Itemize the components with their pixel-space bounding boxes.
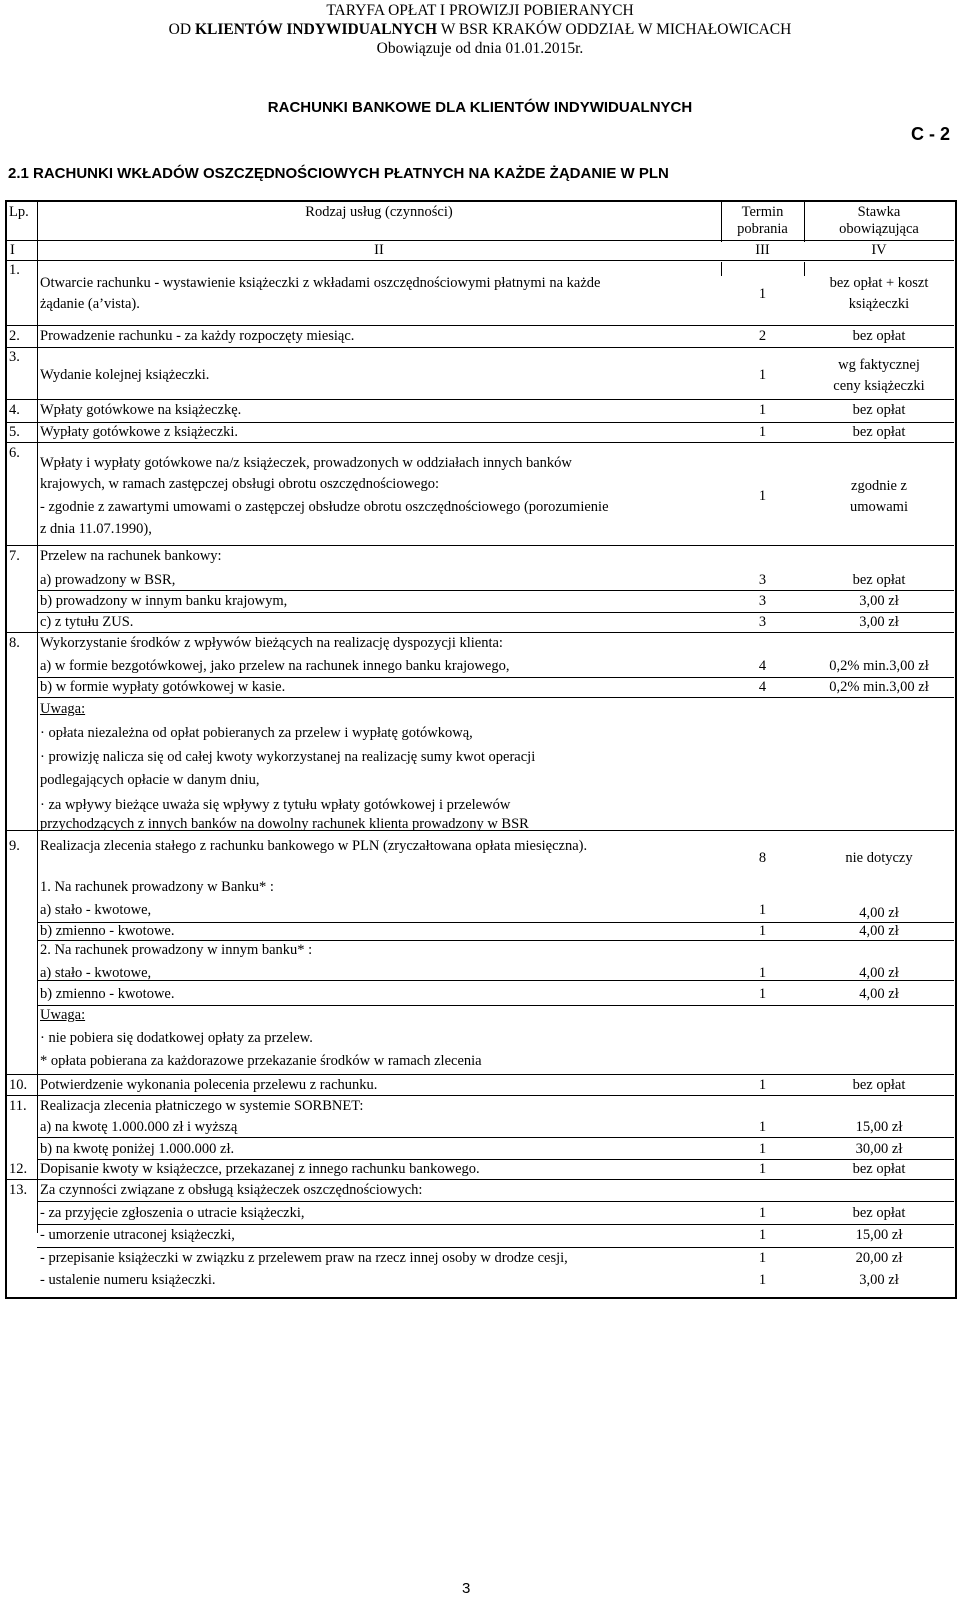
row-lp: 11. (9, 1098, 27, 1114)
row-service: a) na kwotę 1.000.000 zł i wyższą (40, 1119, 238, 1135)
row-term: 3 (758, 614, 767, 630)
row-service: Realizacja zlecenia stałego z rachunku bankowego w PLN (zryczałtowana opłata miesięczna). (40, 838, 588, 854)
row-rate: bez opłat (852, 1077, 906, 1093)
row-term: 3 (758, 572, 767, 588)
fee-table (5, 200, 957, 1299)
row-rate: 3,00 zł (859, 614, 899, 630)
row-service: Otwarcie rachunku - wystawienie książeczki z wkładami oszczędnościowymi płatnymi na każde (40, 275, 601, 291)
row-rate: bez opłat (852, 402, 906, 418)
row-service: - zgodnie z zawartymi umowami o zastępczej obsłudze obrotu oszczędnościowego (porozumienie (40, 499, 609, 515)
col-number: I (10, 242, 15, 258)
row-service: Przelew na rachunek bankowy: (40, 548, 222, 564)
row-rate: 30,00 zł (855, 1141, 903, 1157)
row-service: z dnia 11.07.1990), (40, 521, 152, 537)
row-service: b) zmienno - kwotowe. (40, 923, 175, 939)
row-service: a) stało - kwotowe, (40, 902, 152, 918)
row-rate: bez opłat (852, 424, 906, 440)
row-term: 1 (758, 1077, 767, 1093)
row-rate: 15,00 zł (855, 1119, 903, 1135)
row-rate: 15,00 zł (855, 1227, 903, 1243)
row-rate: 20,00 zł (855, 1250, 903, 1266)
row-term: 1 (758, 1227, 767, 1243)
row-service: Wypłaty gotówkowe z książeczki. (40, 424, 239, 440)
row-term: 1 (758, 286, 767, 302)
col-header-rate-2: obowiązująca (839, 221, 919, 237)
row-rate: bez opłat (852, 1161, 906, 1177)
note-item: podlegających opłacie w danym dniu, (40, 772, 260, 788)
row-lp: 10. (9, 1077, 28, 1093)
row-rate: książeczki (848, 296, 910, 312)
row-service: Wydanie kolejnej książeczki. (40, 367, 210, 383)
row-service: - za przyjęcie zgłoszenia o utracie książeczki, (40, 1205, 305, 1221)
row-service: Wpłaty gotówkowe na książeczkę. (40, 402, 242, 418)
row-service: a) prowadzony w BSR, (40, 572, 176, 588)
row-rate: bez opłat (852, 328, 906, 344)
note-item: · opłata niezależna od opłat pobieranych za przelew i wypłatę gotówkową, (40, 725, 473, 741)
note-item: · prowizję nalicza się od całej kwoty wykorzystanej na realizację sumy kwot operacji (40, 749, 536, 765)
row-service: Dopisanie kwoty w książeczce, przekazanej z innego rachunku bankowego. (40, 1161, 480, 1177)
row-term: 2 (758, 328, 767, 344)
row-service: - ustalenie numeru książeczki. (40, 1272, 216, 1288)
col-number: II (374, 242, 384, 258)
col-header-term: Termin (741, 204, 784, 220)
row-term: 1 (758, 965, 767, 981)
row-service: b) zmienno - kwotowe. (40, 986, 175, 1002)
row-rate: umowami (850, 499, 908, 515)
note-item: * opłata pobierana za każdorazowe przekazanie środków w ramach zlecenia (40, 1053, 482, 1069)
row-service: b) prowadzony w innym banku krajowym, (40, 593, 288, 609)
row-rate: 4,00 zł (859, 905, 899, 921)
row-service: Wpłaty i wypłaty gotówkowe na/z książeczek, prowadzonych w oddziałach innych banków (40, 455, 572, 471)
row-rate: bez opłat (852, 572, 906, 588)
row-rate: ceny książeczki (833, 378, 925, 394)
row-term: 1 (758, 1119, 767, 1135)
row-service: - przepisanie książeczki w związku z przelewem praw na rzecz innej osoby w drodze cesji, (40, 1250, 568, 1266)
row-rate: bez opłat + koszt (829, 275, 929, 291)
row-term: 8 (758, 850, 767, 866)
row-lp: 8. (9, 635, 20, 651)
row-service: Wykorzystanie środków z wpływów bieżących na realizację dyspozycji klienta: (40, 635, 503, 651)
row-service: żądanie (a’vista). (40, 296, 140, 312)
row-lp: 9. (9, 838, 20, 854)
row-service: b) w formie wypłaty gotówkowej w kasie. (40, 679, 286, 695)
row-service: 2. Na rachunek prowadzony w innym banku* : (40, 942, 313, 958)
col-header-lp: Lp. (9, 204, 29, 220)
row-rate: nie dotyczy (845, 850, 913, 866)
row-lp: 13. (9, 1182, 28, 1198)
note-item: przychodzących z innych banków na dowolny rachunek klienta prowadzony w BSR (40, 816, 529, 832)
row-term: 1 (758, 424, 767, 440)
row-service: a) w formie bezgotówkowej, jako przelew na rachunek innego banku krajowego, (40, 658, 510, 674)
row-rate: zgodnie z (851, 478, 907, 494)
row-service: Za czynności związane z obsługą książeczek oszczędnościowych: (40, 1182, 423, 1198)
row-term: 3 (758, 593, 767, 609)
row-lp: 12. (9, 1161, 28, 1177)
row-term: 1 (758, 1250, 767, 1266)
row-term: 1 (758, 902, 767, 918)
row-service: - umorzenie utraconej książeczki, (40, 1227, 235, 1243)
row-term: 1 (758, 488, 767, 504)
col-number: III (755, 242, 770, 258)
row-service: krajowych, w ramach zastępczej obsługi obrotu oszczędnościowego: (40, 476, 440, 492)
page-number: 3 (462, 1580, 471, 1597)
col-number: IV (871, 242, 887, 258)
row-service: c) z tytułu ZUS. (40, 614, 134, 630)
row-rate: 4,00 zł (859, 965, 899, 981)
note-label: Uwaga: (40, 1007, 86, 1023)
row-lp: 6. (9, 445, 20, 461)
note-label: Uwaga: (40, 701, 86, 717)
subsection-title: 2.1 RACHUNKI WKŁADÓW OSZCZĘDNOŚCIOWYCH PŁATNYCH NA KAŻDE ŻĄDANIE W PLN (8, 165, 669, 182)
row-rate: 0,2% min.3,00 zł (829, 679, 929, 695)
row-lp: 4. (9, 402, 20, 418)
row-rate: 3,00 zł (859, 593, 899, 609)
effective-date: Obowiązuje od dnia 01.01.2015r. (376, 40, 584, 57)
row-term: 1 (758, 923, 767, 939)
row-lp: 5. (9, 424, 20, 440)
row-rate: 0,2% min.3,00 zł (829, 658, 929, 674)
row-term: 1 (758, 367, 767, 383)
row-rate: 3,00 zł (859, 1272, 899, 1288)
document-title: TARYFA OPŁAT I PROWIZJI POBIERANYCH (326, 2, 634, 19)
col-header-service: Rodzaj usług (czynności) (305, 204, 453, 220)
row-rate: 4,00 zł (859, 923, 899, 939)
row-term: 1 (758, 402, 767, 418)
row-term: 1 (758, 1161, 767, 1177)
note-item: · za wpływy bieżące uważa się wpływy z tytułu wpłaty gotówkowej i przelewów (40, 797, 511, 813)
col-header-rate: Stawka (857, 204, 901, 220)
row-rate: bez opłat (852, 1205, 906, 1221)
row-service: Prowadzenie rachunku - za każdy rozpoczęty miesiąc. (40, 328, 355, 344)
row-service: 1. Na rachunek prowadzony w Banku* : (40, 879, 274, 895)
row-term: 1 (758, 1272, 767, 1288)
row-service: Realizacja zlecenia płatniczego w systemie SORBNET: (40, 1098, 364, 1114)
row-term: 1 (758, 986, 767, 1002)
row-lp: 2. (9, 328, 20, 344)
row-service: Potwierdzenie wykonania polecenia przelewu z rachunku. (40, 1077, 378, 1093)
row-service: a) stało - kwotowe, (40, 965, 152, 981)
section-heading: RACHUNKI BANKOWE DLA KLIENTÓW INDYWIDUALNYCH (267, 99, 693, 116)
row-rate: 4,00 zł (859, 986, 899, 1002)
row-service: b) na kwotę poniżej 1.000.000 zł. (40, 1141, 235, 1157)
document-subtitle: OD KLIENTÓW INDYWIDUALNYCH W BSR KRAKÓW ODDZIAŁ W MICHAŁOWICACH (168, 21, 792, 38)
row-lp: 1. (9, 262, 20, 278)
row-rate: wg faktycznej (838, 357, 920, 373)
row-term: 1 (758, 1141, 767, 1157)
tariff-code: C - 2 (910, 124, 950, 144)
row-lp: 7. (9, 548, 20, 564)
row-term: 4 (758, 658, 767, 674)
row-term: 4 (758, 679, 767, 695)
col-header-term-2: pobrania (737, 221, 788, 237)
note-item: · nie pobiera się dodatkowej opłaty za przelew. (40, 1030, 313, 1046)
row-term: 1 (758, 1205, 767, 1221)
row-lp: 3. (9, 349, 20, 365)
